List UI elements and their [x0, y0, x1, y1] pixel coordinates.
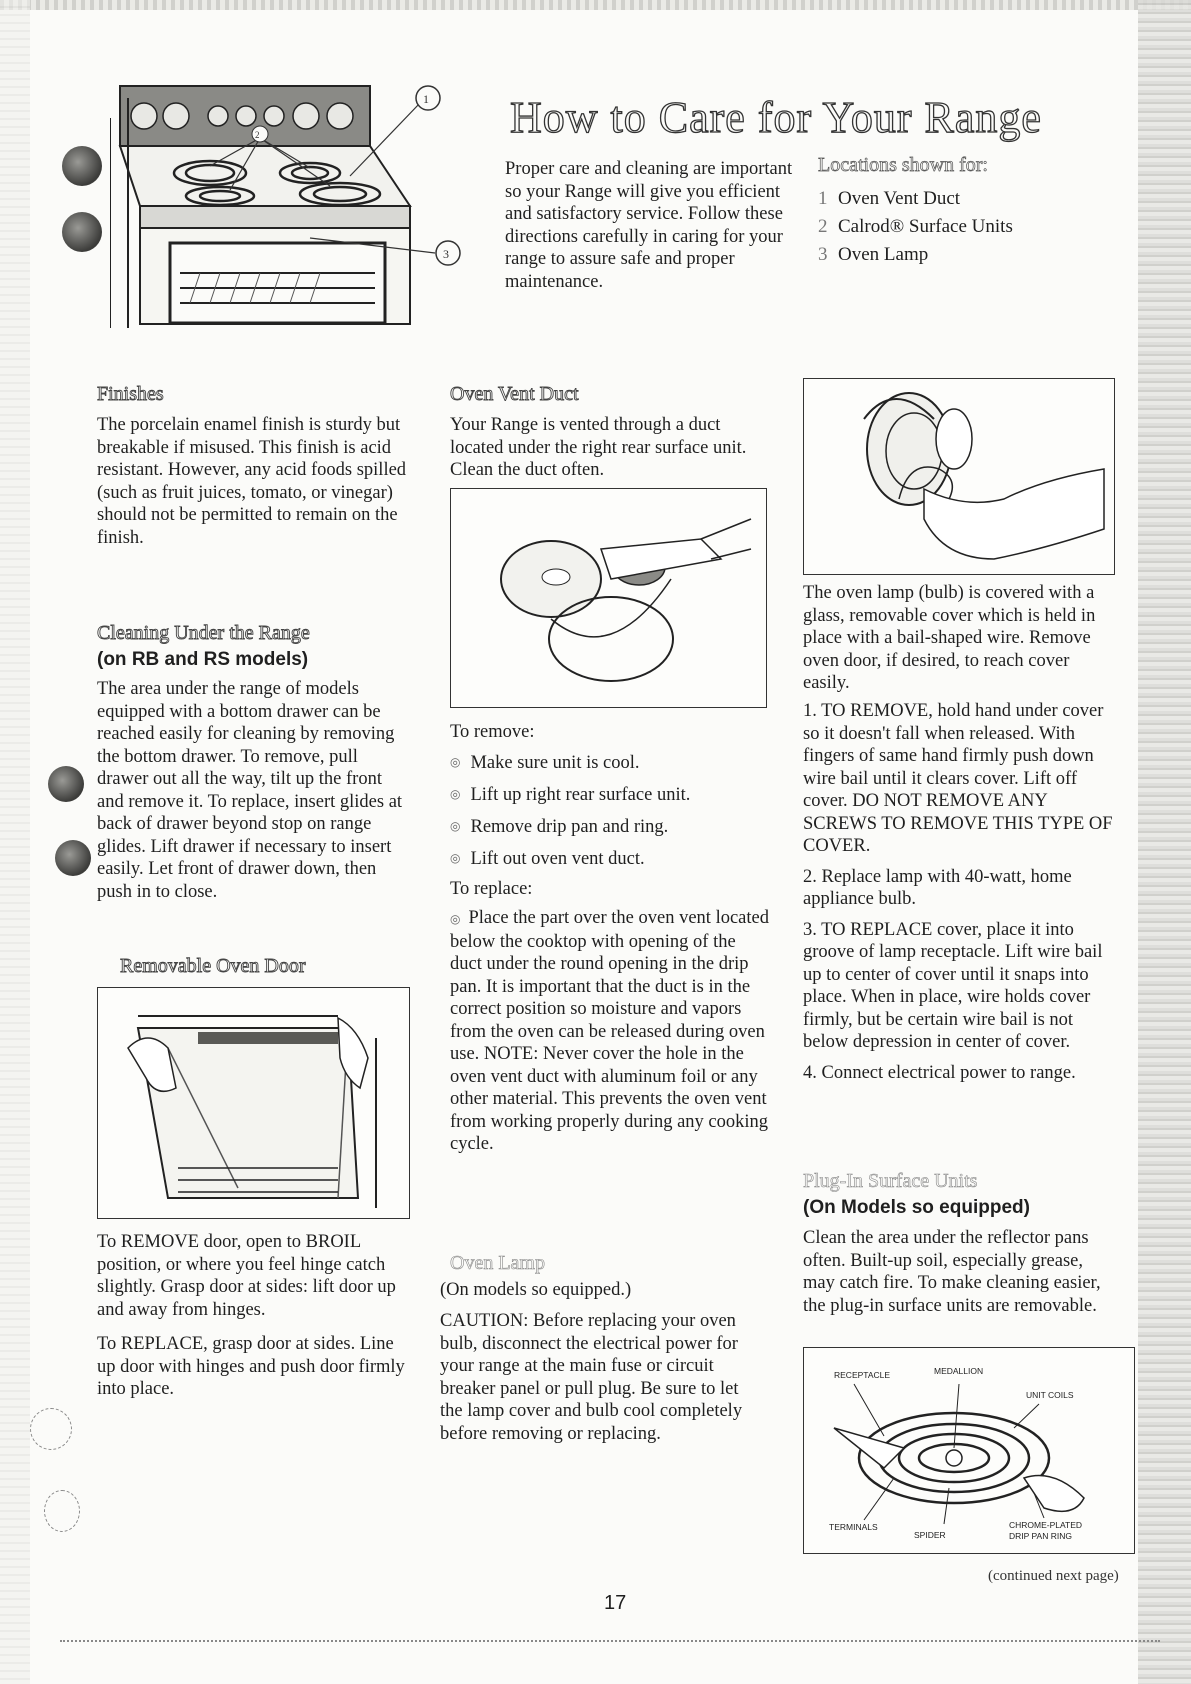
list-item: ◎ Remove drip pan and ring. [450, 812, 770, 844]
vent-duct-intro: Your Range is vented through a duct located under the right rear surface unit. Clean the duct often. [450, 415, 747, 480]
locations-title: Locations shown for: [818, 154, 988, 176]
binder-hole-marker [48, 766, 84, 802]
page-title: How to Care for Your Range [510, 93, 1042, 142]
label-medallion: MEDALLION [934, 1366, 984, 1376]
list-item: ◎ Lift out oven vent duct. [450, 844, 770, 876]
location-item: 3 Oven Lamp [818, 244, 929, 265]
oven-door-figure [97, 987, 410, 1219]
vent-replace-body: Place the part over the oven vent located below the cooktop with opening of the duct under the round opening in the drip pan. It is important that the duct is in the correct position so moisture and vapors from the oven can be released during oven use. NOTE: Never cover the hole in the oven vent duct with aluminum foil or any other material. This prevents the oven vent from working properly during any cooking cycle. [450, 908, 769, 1154]
oven-lamp-figure [803, 378, 1115, 575]
oven-lamp-caution: CAUTION: Before replacing your oven bulb, disconnect the electrical power for your range at the main fuse or circuit breaker panel or pull plug. Be sure to let the lamp cover and bulb cool completely before removing or replacing. [440, 1311, 743, 1444]
oven-lamp-note: (On models so equipped.) [440, 1280, 632, 1300]
svg-text:1: 1 [423, 92, 429, 106]
plug-in-diagram [803, 1347, 1135, 1554]
lamp-step: 4. Connect electrical power to range. [803, 1062, 1076, 1083]
vent-replace-label: To replace: [450, 879, 533, 899]
svg-text:3: 3 [443, 247, 449, 261]
svg-text:2: 2 [255, 130, 260, 140]
door-replace-text: To REPLACE, grasp door at sides. Line up door with hinges and push door firmly into place. [97, 1334, 405, 1399]
label-drip-pan-2: DRIP PAN RING [1009, 1531, 1072, 1541]
intro-paragraph: Proper care and cleaning are important so your Range will give you efficient and satisfactory service. Follow these directions carefully in caring for your range to assure safe and proper maintenance. [505, 159, 793, 292]
plug-in-heading: Plug-In Surface Units [803, 1170, 978, 1192]
list-item: ◎ Make sure unit is cool. [450, 748, 770, 780]
door-remove-text: To REMOVE door, open to BROIL position, or where you feel hinge catch slightly. Grasp door at sides: lift door up and away from hinges. [97, 1232, 396, 1320]
plug-in-text: Clean the area under the reflector pans often. Built-up soil, especially grease, may catch fire. To make cleaning easier, the plug-in surface units are removable. [803, 1228, 1101, 1316]
vent-replace-text: ◎ Place the part over the oven vent located below the cooktop with opening of the duct under the round opening in the drip pan. It is important that the duct is in the correct position so moisture and vapors from the oven can be released during oven use. NOTE: Never cover the hole in the oven vent duct with aluminum foil or any other material. This prevents the oven vent from working properly during any cooking cycle. [450, 908, 769, 1154]
location-item: 2 Calrod® Surface Units [818, 216, 1013, 237]
finishes-text: The porcelain enamel finish is sturdy but breakable if misused. This finish is acid resistant. However, any acid foods spilled (such as fruit juices, tomato, or vinegar) should not be permitted to remain on the finish. [97, 415, 407, 548]
range-illustration [110, 78, 490, 328]
label-spider: SPIDER [914, 1530, 946, 1540]
finishes-heading: Finishes [97, 383, 164, 405]
lamp-step: 1. TO REMOVE, hold hand under cover so it doesn't fall when released. With fingers of same hand firmly push down wire bail until it clears cover. Lift off cover. DO NOT REMOVE ANY SCREWS TO REMOVE THIS TYPE OF COVER. [803, 701, 1113, 856]
cleaning-under-text: The area under the range of models equipped with a bottom drawer can be reached easily for cleaning by removing the bottom drawer. To remove, pull drawer out all the way, tilt up the front and remove it. To replace, insert glides at back of drawer beyond stop on range glides. Lift drawer if necessary to insert easily. Let front of drawer down, then push in to close. [97, 679, 403, 902]
punch-hole-outline [30, 1408, 72, 1450]
page-number: 17 [604, 1592, 627, 1614]
continued-note: (continued next page) [988, 1568, 1119, 1584]
oven-lamp-heading: Oven Lamp [450, 1252, 545, 1274]
vent-remove-steps [450, 748, 770, 876]
cleaning-under-subheading: (on RB and RS models) [97, 649, 309, 670]
binder-hole-marker [62, 146, 102, 186]
label-terminals: TERMINALS [829, 1522, 878, 1532]
locations-block [818, 154, 1078, 269]
lamp-step: 3. TO REPLACE cover, place it into groove of lamp receptacle. Lift wire bail up to center of cover until it snaps into place. When in place, wire holds cover firmly, but be certain wire bail is not below depression in center of cover. [803, 919, 1103, 1052]
vent-duct-figure [450, 488, 767, 708]
location-item: 1 Oven Vent Duct [818, 188, 961, 209]
binder-hole-marker [62, 212, 102, 252]
bottom-scan-rule [60, 1640, 1160, 1642]
punch-hole-outline [44, 1490, 80, 1532]
oven-door-heading: Removable Oven Door [120, 955, 306, 977]
cleaning-under-heading: Cleaning Under the Range [97, 622, 310, 644]
locations-list [818, 185, 1078, 269]
list-item: ◎ Lift up right rear surface unit. [450, 780, 770, 812]
label-unit-coils: UNIT COILS [1026, 1390, 1074, 1400]
scan-edge-top [0, 0, 1191, 10]
lamp-cover-intro: The oven lamp (bulb) is covered with a glass, removable cover which is held in place with a bail-shaped wire. Remove oven door, if desired, to reach cover easily. [803, 583, 1096, 693]
vent-remove-label: To remove: [450, 722, 535, 742]
lamp-steps [803, 700, 1121, 1092]
scan-edge-right [1138, 0, 1191, 1684]
scan-edge-left [0, 0, 30, 1684]
plug-in-subheading: (On Models so equipped) [803, 1197, 1030, 1218]
vent-duct-heading: Oven Vent Duct [450, 383, 579, 405]
binder-hole-marker [55, 840, 91, 876]
label-drip-pan-1: CHROME-PLATED [1009, 1520, 1083, 1530]
lamp-step: 2. Replace lamp with 40-watt, home appliance bulb. [803, 866, 1072, 909]
label-receptacle: RECEPTACLE [834, 1370, 891, 1380]
